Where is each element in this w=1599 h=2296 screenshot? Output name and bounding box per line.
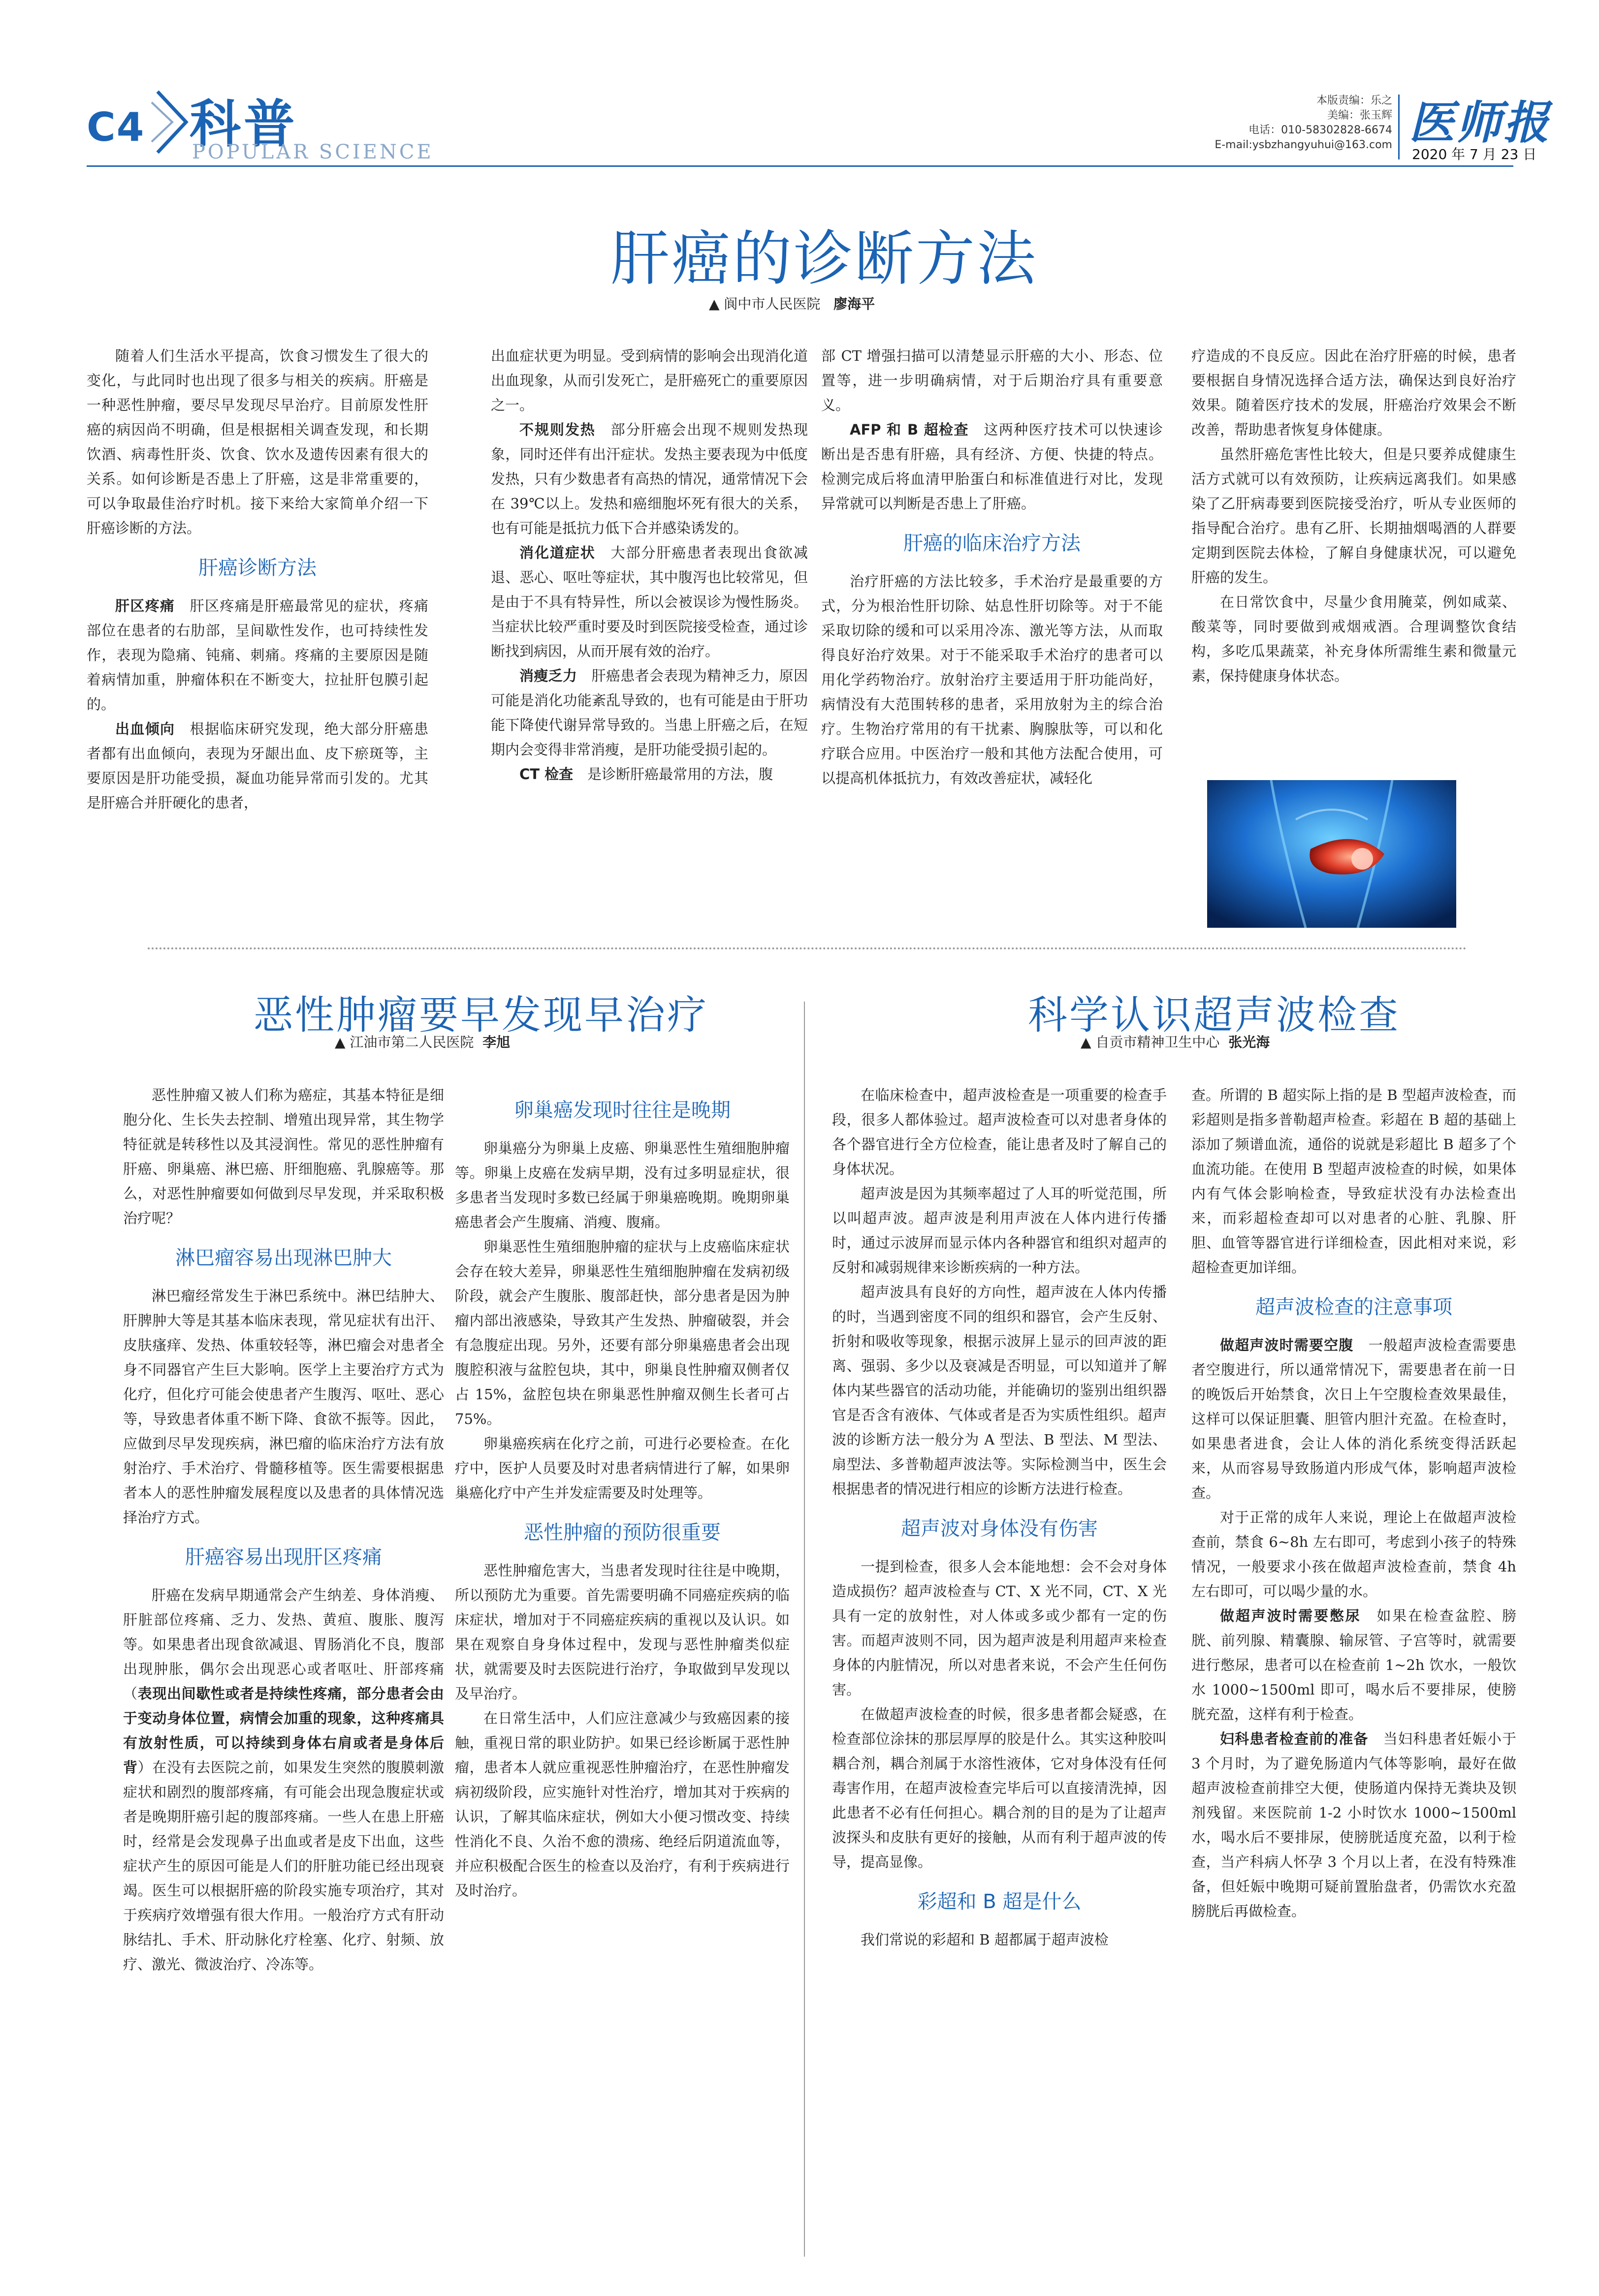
article1-byline-author: 廖海平 (833, 296, 875, 312)
credit-designer: 美编：张玉辉 (1327, 109, 1392, 122)
liver-illustration (1207, 780, 1456, 928)
paragraph-text: 肝癌患者会表现为精神乏力，原因可能是消化功能紊乱导致的，也有可能是由于肝功能下降使代谢异常导致的。当患上肝癌之后，在短期内会变得非常消瘦，是肝功能受损引起的。 (491, 667, 808, 758)
paragraph (1191, 1505, 1516, 1604)
paragraph-text: 部分肝癌会出现不规则发热现象，同时还伴有出汗症状。发热主要表现为中低度发热，只有少数患者有高热的情况，通常情况下会在 39℃以上。发热和癌细胞坏死有很大的关系，也有可能是抵抗力低下合并感染诱发的。 (491, 421, 808, 536)
paragraph-text: 卵巢癌疾病在化疗之前，可进行必要检查。在化疗中，医护人员要及时对患者病情进行了解，如果卵巢癌化疗中产生并发症需要及时处理等。 (455, 1435, 790, 1501)
editor-credits (1215, 94, 1392, 153)
header-rule (87, 165, 1513, 167)
paragraph (832, 1083, 1167, 1181)
paragraph (491, 344, 808, 417)
paragraph (1191, 1604, 1516, 1727)
chevron-icon (148, 88, 192, 157)
article1-column-3 (821, 344, 1163, 790)
paragraph (491, 663, 808, 762)
subheading: 肝癌的临床治疗方法 (903, 532, 1081, 555)
paragraph (123, 1284, 444, 1530)
paragraph-text: 治疗肝癌的方法比较多，手术治疗是最重要的方式，分为根治性肝切除、姑息性肝切除等。对于不能采取切除的缓和可以采用冷冻、激光等方法，从而取得良好治疗效果。对于不能采取手术治疗的患者可以用化学药物治疗。放射治疗主要适用于肝功能尚好，病情没有大范围转移的患者，采用放射为主的综合治疗。生物治疗常用的有干扰素、胸腺肽等，可以和化疗联合应用。中医治疗一般和其他方法配合使用，可以提高机体抵抗力，有效改善症状，减轻化 (821, 573, 1163, 786)
credit-email: E-mail:ysbzhangyuhui@163.com (1215, 139, 1392, 151)
section-subtitle: POPULAR SCIENCE (192, 141, 434, 163)
article2-byline-org: ▲ 江油市第二人民医院 (335, 1034, 474, 1050)
paragraph (455, 1234, 790, 1431)
paragraph-text: 疗造成的不良反应。因此在治疗肝癌的时候，患者要根据自身情况选择合适方法，确保达到良好治疗效果。随着医疗技术的发展，肝癌治疗效果会不断改善，帮助患者恢复身体健康。 (1191, 347, 1516, 438)
section-title: 科普 (190, 94, 298, 154)
paragraph (455, 1431, 790, 1505)
column-divider (804, 1002, 805, 2257)
article2-column-2 (455, 1083, 790, 1903)
subheading: 卵巢癌发现时往往是晚期 (514, 1099, 731, 1122)
article2-byline (335, 1032, 510, 1051)
article3-byline (1081, 1032, 1270, 1051)
paragraph-text: 一般超声波检查需要患者空腹进行，所以通常情况下，需要患者在前一日的晚饭后开始禁食，次日上午空腹检查效果最佳，这样可以保证胆囊、胆管内胆汁充盈。在检查时，如果患者进食，会让人体的消化系统变得活跃起来，从而容易导致肠道内形成气体，影响超声波检查。 (1191, 1337, 1516, 1501)
paragraph-text: 是诊断肝癌最常用的方法，腹 (587, 766, 773, 783)
paragraph (1191, 590, 1516, 688)
paragraph (491, 417, 808, 540)
paragraph-lead: 肝区疼痛 (115, 598, 175, 614)
paragraph-text: 肝癌在发病早期通常会产生纳差、身体消瘦、肝脏部位疼痛、乏力、发热、黄疸、腹胀、腹泻等。如果患者出现食欲减退、胃肠消化不良，腹部出现肿胀，偶尔会出现恶心或者呕吐、肝部疼痛（ (123, 1587, 444, 1702)
paragraph-text: 这两种医疗技术可以快速诊断出是否患有肝癌，具有经济、方便、快捷的特点。检测完成后将血清甲胎蛋白和标准值进行对比，发现异常就可以判断是否患上了肝癌。 (821, 421, 1163, 512)
subheading: 彩超和 B 超是什么 (917, 1890, 1082, 1913)
subheading: 淋巴瘤容易出现淋巴肿大 (175, 1247, 392, 1269)
paragraph (832, 1280, 1167, 1501)
paragraph (1191, 442, 1516, 590)
paragraph-lead: 做超声波时需要憋尿 (1220, 1607, 1361, 1624)
paragraph-text: 恶性肿瘤又被人们称为癌症，其基本特征是细胞分化、生长失去控制、增殖出现异常，其生物学特征就是转移性以及其浸润性。常见的恶性肿瘤有肝癌、卵巢癌、淋巴癌、肝细胞癌、乳腺癌等。那么，对恶性肿瘤要如何做到尽早发现，并采取积极治疗呢？ (123, 1087, 444, 1227)
subheading: 恶性肿瘤的预防很重要 (524, 1521, 721, 1544)
paragraph-text: 对于正常的成年人来说，理论上在做超声波检查前，禁食 6~8h 左右即可，考虑到小孩子的特殊情况，一般要求小孩在做超声波检查前，禁食 4h 左右即可，可以喝少量的水。 (1191, 1509, 1516, 1600)
paragraph (821, 344, 1163, 417)
subheading: 超声波对身体没有伤害 (901, 1517, 1098, 1540)
paragraph-lead: 消化道症状 (519, 544, 596, 561)
paragraph (832, 1702, 1167, 1874)
paragraph (832, 1554, 1167, 1702)
paragraph-lead: CT 检查 (519, 766, 574, 783)
paragraph-text: 在日常生活中，人们应注意减少与致癌因素的接触，重视日常的职业防护。如果已经诊断属于恶性肿瘤，患者本人就应重视恶性肿瘤治疗，在恶性肿瘤发病初级阶段，应实施针对性治疗，增加其对于疾病的认识，了解其临床症状，例如大小便习惯改变、持续性消化不良、久治不愈的溃疡、绝经后阴道流血等，并应积极配合医生的检查以及治疗，有利于疾病进行及时治疗。 (455, 1710, 790, 1899)
paragraph (821, 417, 1163, 516)
article1-column-1 (87, 344, 428, 815)
paragraph (821, 569, 1163, 790)
page-number: C4 (87, 104, 145, 150)
paragraph-text: 查。所谓的 B 超实际上指的是 B 型超声波检查，而彩超则是指多普勒超声检查。彩超在 B 超的基础上添加了频谱血流，通俗的说就是彩超比 B 超多了个血流功能。在使用 B 型超声波检查的时候，如果体内有气体会影响检查，导致症状没有办法检查出来，而彩超检查却可以对患者的心脏、乳腺、肝胆、血管等器官进行详细检查，因此相对来说，彩超检查更加详细。 (1191, 1087, 1516, 1276)
paragraph-text: 大部分肝癌患者表现出食欲减退、恶心、呕吐等症状，其中腹泻也比较常见，但是由于不具有特异性，所以会被误诊为慢性肠炎。当症状比较严重时要及时到医院接受检查，通过诊断找到病因，从而开展有效的治疗。 (491, 544, 808, 660)
paragraph-text: 在做超声波检查的时候，很多患者都会疑惑，在检查部位涂抹的那层厚厚的胶是什么。其实这种胶叫耦合剂，耦合剂属于水溶性液体，它对身体没有任何毒害作用，在超声波检查完毕后可以直接清洗掉，因此患者不必有任何担心。耦合剂的目的是为了让超声波探头和皮肤有更好的接触，从而有利于超声波的传导，提高显像。 (832, 1706, 1167, 1870)
article3-title: 科学认识超声波检查 (1028, 992, 1400, 1038)
paragraph-text: 根据临床研究发现，绝大部分肝癌患者都有出血倾向，表现为牙龈出血、皮下瘀斑等，主要原因是肝功能受损，凝血功能异常而引发的。尤其是肝癌合并肝硬化的患者， (87, 721, 428, 811)
article1-column-4 (1191, 344, 1516, 688)
paragraph (832, 1927, 1167, 1952)
paragraph-text: 超声波是因为其频率超过了人耳的听觉范围，所以叫超声波。超声波是利用声波在人体内进行传播时，通过示波屏而显示体内各种器官和组织对超声的反射和减弱规律来诊断疾病的一种方法。 (832, 1185, 1167, 1276)
paragraph-text: 在临床检查中，超声波检查是一项重要的检查手段，很多人都体验过。超声波检查可以对患者身体的各个器官进行全方位检查，能让患者及时了解自己的身体状况。 (832, 1087, 1167, 1177)
article3-byline-org: ▲ 自贡市精神卫生中心 (1081, 1034, 1220, 1050)
paragraph (123, 1583, 444, 1977)
issue-date: 2020 年 7 月 23 日 (1412, 146, 1537, 162)
paragraph-text: 当妇科患者妊娠小于 3 个月时，为了避免肠道内气体等影响，最好在做超声波检查前排空大便，使肠道内保持无粪块及钡剂残留。来医院前 1-2 小时饮水 1000~1500ml 水，喝水后不要排尿，使膀胱适度充盈，以利于检查，当产科病人怀孕 3 个月以上者，在没有特殊准备，但妊娠中晚期可疑前置胎盘者，仍需饮水充盈膀胱后再做检查。 (1191, 1730, 1516, 1919)
paragraph (87, 717, 428, 815)
paragraph-text: 卵巢恶性生殖细胞肿瘤的症状与上皮癌临床症状会存在较大差异，卵巢恶性生殖细胞肿瘤在发病初级阶段，就会产生腹胀、腹部赶快，部分患者是因为肿瘤内部出液感染，导致其产生发热、肿瘤破裂，并会有急腹症出现。另外，还要有部分卵巢癌患者会出现腹腔积液与盆腔包块，其中，卵巢良性肿瘤双侧者仅占 15%，盆腔包块在卵巢恶性肿瘤双侧生长者可占 75%。 (455, 1238, 790, 1427)
paragraph-text: 恶性肿瘤危害大，当患者发现时往往是中晚期，所以预防尤为重要。首先需要明确不同癌症疾病的临床症状，增加对于不同癌症疾病的重视以及认识。如果在观察自身身体过程中，发现与恶性肿瘤类似症状，就需要及时去医院进行治疗，争取做到早发现以及早治疗。 (455, 1562, 790, 1702)
paragraph-text: 虽然肝癌危害性比较大，但是只要养成健康生活方式就可以有效预防，让疾病远离我们。如果感染了乙肝病毒要到医院接受治疗，听从专业医师的指导配合治疗。患有乙肝、长期抽烟喝酒的人群要定期到医院去体检，了解自身健康状况，可以避免肝癌的发生。 (1191, 446, 1516, 586)
article3-column-2 (1191, 1083, 1516, 1923)
paragraph-lead: AFP 和 B 超检查 (850, 421, 969, 438)
paragraph (1191, 1083, 1516, 1280)
paragraph-text: 出血症状更为明显。受到病情的影响会出现消化道出血现象，从而引发死亡，是肝癌死亡的重要原因之一。 (491, 347, 808, 413)
article1-column-2 (491, 344, 808, 786)
subheading: 超声波检查的注意事项 (1255, 1296, 1452, 1319)
section-divider (148, 947, 1467, 949)
subheading: 肝癌诊断方法 (198, 557, 317, 579)
paragraph-emphasis: 表现出间歇性或者是持续性疼痛，部分患者会由于变动身体位置，病情会加重的现象，这种疼痛具有放射性质，可以持续到身体右肩或者是身体后背 (123, 1685, 444, 1776)
paragraph (455, 1136, 790, 1234)
paragraph (123, 1083, 444, 1230)
paragraph (87, 344, 428, 540)
paragraph-text: 淋巴瘤经常发生于淋巴系统中。淋巴结肿大、肝脾肿大等是其基本临床表现，常见症状有出汗、皮肤瘙痒、发热、体重较轻等，淋巴瘤会对患者全身不同器官产生巨大影响。医学上主要治疗方式为化疗，但化疗可能会使患者产生腹泻、呕吐、恶心等，导致患者体重不断下降、食欲不振等。因此，应做到尽早发现疾病，淋巴瘤的临床治疗方法有放射治疗、手术治疗、骨髓移植等。医生需要根据患者本人的恶性肿瘤发展程度以及患者的具体情况选择治疗方式。 (123, 1288, 444, 1526)
paragraph (832, 1181, 1167, 1280)
paragraph (1191, 1333, 1516, 1505)
credit-phone: 电话：010-58302828-6674 (1248, 124, 1392, 136)
paragraph-lead: 做超声波时需要空腹 (1220, 1337, 1354, 1353)
paragraph-lead: 出血倾向 (115, 721, 175, 737)
paragraph-text: 肝区疼痛是肝癌最常见的症状，疼痛部位在患者的右肋部，呈间歇性发作，也可持续性发作，表现为隐痛、钝痛、刺痛。疼痛的主要原因是随着病情加重，肿瘤体积在不断变大，拉扯肝包膜引起的。 (87, 598, 428, 713)
article1-byline (709, 293, 875, 313)
article2-byline-author: 李旭 (482, 1034, 511, 1050)
paragraph (491, 540, 808, 663)
paragraph-lead: 妇科患者检查前的准备 (1220, 1730, 1369, 1747)
article2-column-1 (123, 1083, 444, 1977)
paragraph (455, 1706, 790, 1903)
paragraph-text: 部 CT 增强扫描可以清楚显示肝癌的大小、形态、位置等，进一步明确病情，对于后期治疗具有重要意义。 (821, 347, 1163, 413)
paragraph-text: 卵巢癌分为卵巢上皮癌、卵巢恶性生殖细胞肿瘤等。卵巢上皮癌在发病早期，没有过多明显症状，很多患者当发现时多数已经属于卵巢癌晚期。晚期卵巢癌患者会产生腹痛、消瘦、腹痛。 (455, 1140, 790, 1230)
article1-byline-org: ▲ 阆中市人民医院 (709, 296, 821, 312)
paragraph (1191, 344, 1516, 442)
paragraph-text: ）在没有去医院之前，如果发生突然的腹膜刺激症状和剧烈的腹部疼痛，有可能会出现急腹症状或者是晚期肝癌引起的腹部疼痛。一些人在患上肝癌时，经常是会发现鼻子出血或者是皮下出血，这些症状产生的原因可能是人们的肝脏功能已经出现衰竭。医生可以根据肝癌的阶段实施专项治疗，其对于疾病疗效增强有很大作用。一般治疗方式有肝动脉结扎、手术、肝动脉化疗栓塞、化疗、射频、放疗、激光、微波治疗、冷冻等。 (123, 1759, 444, 1973)
article3-column-1 (832, 1083, 1167, 1952)
credit-editor: 本版责编：乐之 (1316, 94, 1392, 107)
paragraph-lead: 不规则发热 (519, 421, 596, 438)
paragraph-lead: 消瘦乏力 (519, 667, 577, 684)
paragraph-text: 如果在检查盆腔、膀胱、前列腺、精囊腺、输尿管、子宫等时，就需要进行憋尿，患者可以在检查前 1~2h 饮水，一般饮水 1000~1500ml 即可，喝水后不要排尿，使膀胱充盈，这样有利于检查。 (1191, 1607, 1516, 1723)
article2-title: 恶性肿瘤要早发现早治疗 (254, 992, 708, 1038)
article3-byline-author: 张光海 (1228, 1034, 1270, 1050)
masthead-divider (1398, 94, 1400, 159)
article1-title: 肝癌的诊断方法 (610, 225, 1038, 293)
paragraph (455, 1558, 790, 1706)
paragraph (1191, 1727, 1516, 1923)
newspaper-logo: 医师报 (1409, 96, 1551, 149)
paragraph-text: 一提到检查，很多人会本能地想：会不会对身体造成损伤？超声波检查与 CT、X 光不同，CT、X 光具有一定的放射性，对人体或多或少都有一定的伤害。而超声波则不同，因为超声波是利用超声来检查身体的内脏情况，所以对患者来说，不会产生任何伤害。 (832, 1558, 1167, 1698)
paragraph-text: 超声波具有良好的方向性，超声波在人体内传播的时，当遇到密度不同的组织和器官，会产生反射、折射和吸收等现象，根据示波屏上显示的回声波的距离、强弱、多少以及衰减是否明显，可以知道并了解体内某些器官的活动功能，并能确切的鉴别出组织器官是否含有液体、气体或者是否为实质性组织。超声波的诊断方法一般分为 A 型法、B 型法、M 型法、扇型法、多普勒超声波法等。实际检测当中，医生会根据患者的情况进行相应的诊断方法进行检查。 (832, 1284, 1167, 1497)
paragraph-text: 我们常说的彩超和 B 超都属于超声波检 (861, 1931, 1109, 1948)
paragraph-text: 随着人们生活水平提高，饮食习惯发生了很大的变化，与此同时也出现了很多与相关的疾病。肝癌是一种恶性肿瘤，要尽早发现尽早治疗。目前原发性肝癌的病因尚不明确，但是根据相关调查发现，和长期饮酒、病毒性肝炎、饮食、饮水及遗传因素有很大的关系。如何诊断是否患上了肝癌，这是非常重要的，可以争取最佳治疗时机。接下来给大家简单介绍一下肝癌诊断的方法。 (87, 347, 428, 536)
paragraph (87, 594, 428, 717)
paragraph (491, 762, 808, 786)
paragraph-text: 在日常饮食中，尽量少食用腌菜，例如咸菜、酸菜等，同时要做到戒烟戒酒。合理调整饮食结构，多吃瓜果蔬菜，补充身体所需维生素和微量元素，保持健康身体状态。 (1191, 594, 1516, 684)
subheading: 肝癌容易出现肝区疼痛 (185, 1546, 382, 1569)
